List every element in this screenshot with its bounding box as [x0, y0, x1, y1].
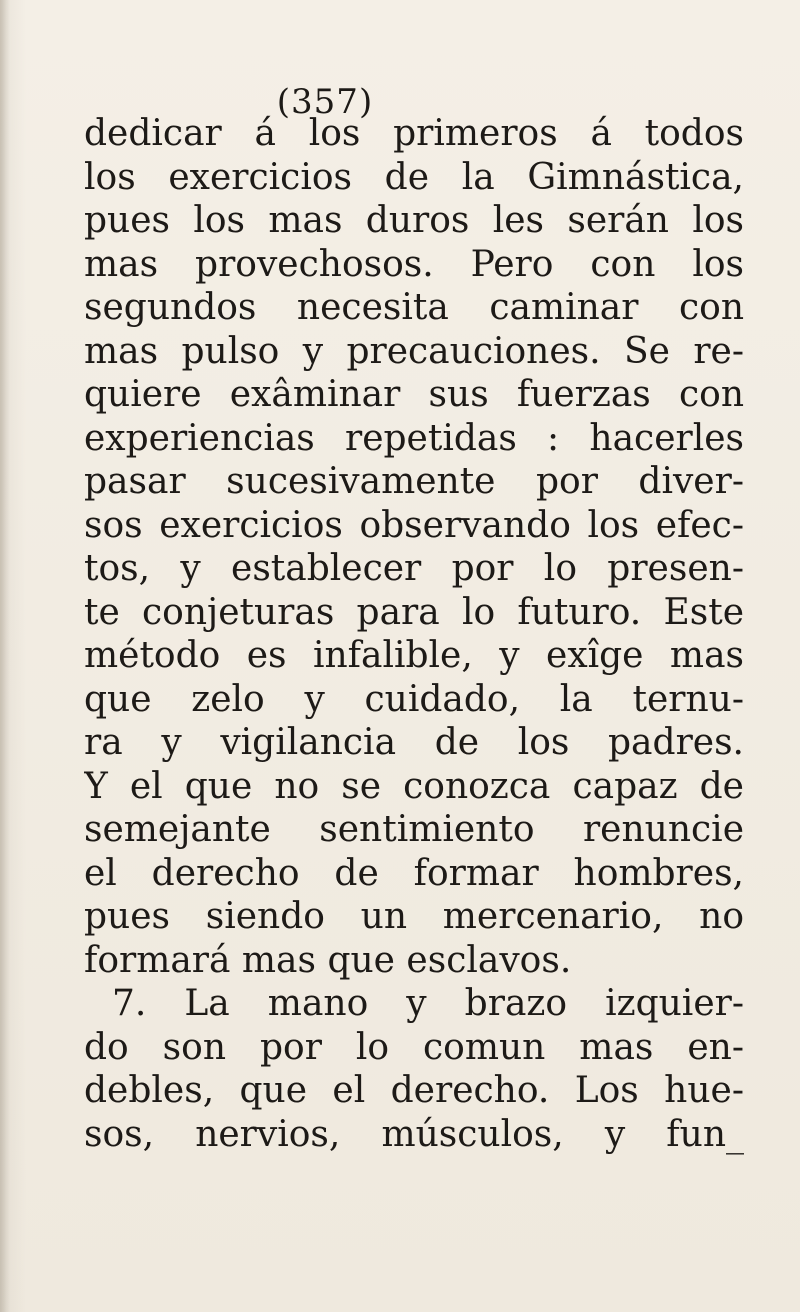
text-line: los exercicios de la Gimnástica, [84, 156, 744, 198]
text-line: ra y vigilancia de los padres. [84, 722, 744, 763]
text-line: do son por lo comun mas en- [84, 1026, 744, 1068]
body-text [84, 112, 744, 1156]
text-line: dedicar á los primeros á todos [84, 113, 744, 154]
text-line: pues los mas duros les serán los [84, 200, 744, 241]
text-line: 7. La mano y brazo izquier- [112, 983, 744, 1024]
page-number: (357) [276, 82, 374, 122]
text-line: tos, y establecer por lo presen- [84, 548, 744, 589]
text-line: sos exercicios observando los efec- [84, 504, 744, 546]
text-line: el derecho de formar hombres, [84, 852, 744, 894]
page-edge-shadow [0, 0, 10, 1312]
text-line: segundos necesita caminar con [84, 287, 744, 328]
text-line: quiere exâminar sus fuerzas con [84, 374, 744, 415]
text-line: debles, que el derecho. Los hue- [84, 1070, 744, 1111]
text-line: Y el que no se conozca capaz de [84, 765, 744, 807]
text-line: método es infalible, y exîge mas [84, 635, 744, 676]
text-line: sos, nervios, músculos, y fun_ [84, 1113, 744, 1155]
text-line: pasar sucesivamente por diver- [84, 461, 744, 502]
text-line: que zelo y cuidado, la ternu- [84, 678, 744, 720]
text-line: experiencias repetidas : hacerles [84, 417, 744, 459]
text-line: te conjeturas para lo futuro. Este [84, 591, 744, 633]
text-line: pues siendo un mercenario, no [84, 896, 744, 937]
text-line: semejante sentimiento renuncie [84, 809, 744, 850]
text-line: mas pulso y precauciones. Se re- [84, 330, 744, 372]
text-line: formará mas que esclavos. [84, 939, 572, 981]
text-line: mas provechosos. Pero con los [84, 243, 744, 285]
